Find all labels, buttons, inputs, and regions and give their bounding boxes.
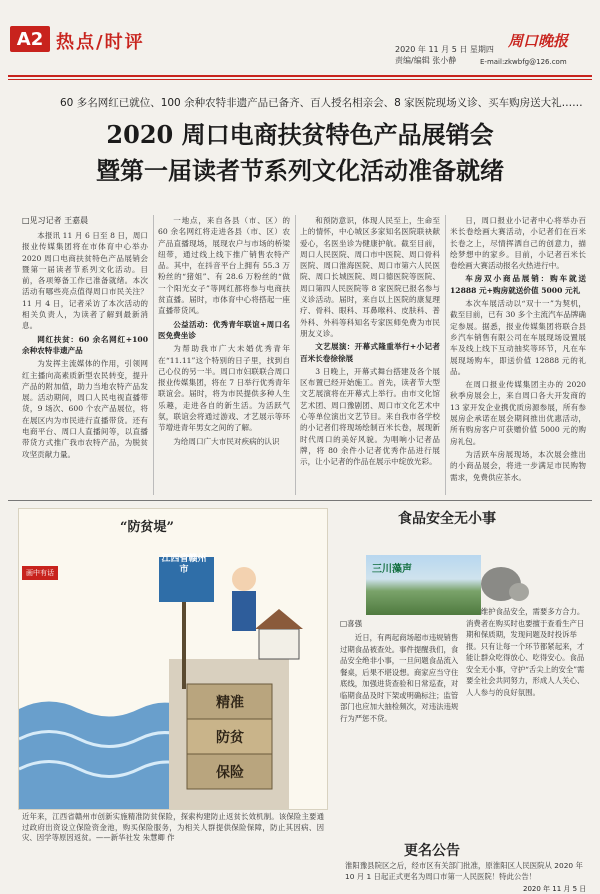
notice-text: 淮阳豫县院区之后，经市区有关部门批准，原淮阳区人民医院从 2020 年 10 月 1 日起正式更名为周口市第一人民医院！特此公告！: [345, 861, 583, 881]
article-paragraph: 3 日晚上，开幕式舞台搭建及各个展区布置已经开始施工。首先，读者节大型文艺展演将在开幕式上举行。由市文化馆艺术团、周口豫剧团、周口市文化艺术中心等单位演出文艺节目。来自我市各学校的小记者们将现场绘制百米长卷，展现新时代周口的美好风貌。为唱响小记者品牌，将 80 余件小记者优秀作品进行展示，让小记者的作品在展示中绽放光彩。: [300, 366, 440, 467]
article-subheading: 网红扶贫：60 余名网红+100 余种农特非遗产品: [22, 334, 148, 355]
column-divider: [295, 215, 296, 495]
headline-line-2: 暨第一届读者节系列文化活动准备就绪: [96, 156, 504, 185]
article-column-3: [300, 215, 440, 496]
stone-label: 防贫: [216, 730, 244, 746]
article-paragraph: 为给周口广大市民对疾病的认识: [173, 436, 280, 446]
article-paragraph: 和预防意识，体现人民至上，生命至上的情怀，中心城区多家知名医院联袂献爱心，名医坐诊为健康护航。截至目前，周口人民医院、周口市中医院、周口骨科医院、周口淮海医院、周口市第六人民医院、周口长城医院、周口德医院等医院、周口第四人民医院等 8 家医院已报名参与义诊活动。届时，来自以上医院的康复理疗、骨科、眼科、耳鼻喉科、皮肤科、普外科、外科等科知名专家医师免费为市民朋友义诊。: [300, 216, 440, 338]
article-paragraph: 为帮助我市广大未婚优秀青年在“11.11”这个特别的日子里，找到自己心仪的另一半。周口市妇联联合周口报业传媒集团，将在 7 日举行优秀青年联谊会。届时，将为市民提供多种人生乐趣，走进各自的新生活。为活跃气氛，联谊会将通过游戏、才艺展示等环节增进青年男女之间的了解。: [158, 344, 290, 433]
main-headline: [30, 117, 570, 189]
article-subheading: 公益活动：优秀青年联谊+周口名医免费坐诊: [158, 319, 290, 340]
contact-email: E-mail:zkwbfg@126.com: [480, 58, 567, 66]
headline-kicker: 60 多名网红已就位、100 余种农特非遗产品已备齐、百人授名相亲会、8 家医院现场义诊、买车购房送大礼……: [60, 97, 583, 109]
column-divider: [153, 215, 154, 495]
cartoon-sign-text: 江西省赣州市: [161, 554, 207, 575]
article-subheading: 文艺展演：开幕式隆重举行+小记者百米长卷徐徐展: [300, 342, 440, 363]
article-column-4: [450, 215, 586, 496]
article-column-2: [158, 215, 290, 496]
stone-label: 精准: [216, 695, 244, 711]
notice-date: 2020 年 11 月 5 日: [523, 885, 587, 893]
header-rule: [8, 75, 592, 77]
header-rule-thin: [8, 79, 592, 80]
newspaper-logo: 周口晚报: [508, 32, 569, 50]
notice-title: 更名公告: [404, 843, 460, 859]
article-paragraph: 在周口报业传媒集团主办的 2020 秋季房展会上，来自周口各大开发商的 13 家开发企业携优质房源参展，所有参展房企承诺在展会期间推出优惠活动，所有购房客户可获赠价值 5000 元的购房礼包。: [450, 380, 586, 446]
cartoon-title: “防贫堤”: [120, 520, 174, 535]
article-subheading: 车房双小商品展销：购车就送 12888 元+购房就送价值 5000 元礼: [450, 274, 586, 295]
cartoon-tag: 画中有话: [22, 566, 58, 580]
commentary-title: 食品安全无小事: [398, 511, 496, 527]
headline-line-1: 2020 周口电商扶贫特色产品展销会: [106, 120, 494, 149]
article-paragraph: 日，周口报业小记者中心将举办百米长卷绘画大赛活动，小记者们在百米长卷之上，尽情挥洒自己的创意力，描绘梦想中的家乡。目前，小记者百米长卷绘画大赛活动报名火热进行中。: [450, 216, 586, 271]
rock-illustration: [479, 560, 531, 604]
article-paragraph: 为发挥主流媒体的作用，引领网红主播向高素质新型农民转变，提升产品的附加值，助力当地农特产品发展。活动期间，周口人民电视直播带货，9 场次、600 个农产品展位，将在展区内为市民进行直播带货。还有电商平台、周口人直播间等，以直播带货方式推广我市农特产品，为脱贫攻坚贡献力量。: [22, 359, 148, 459]
section-divider: [8, 500, 592, 501]
section-title: 热点/时评: [56, 32, 145, 53]
column-name: 三川藻声: [372, 564, 412, 575]
article-paragraph: 本次车展活动以“双十一”为契机，截至目前，已有 30 多个主流汽车品牌确定参展。据悉，报业传媒集团将联合县乡汽车销售有限公司在车展现场设置展车及线上线下互动抽奖等环节，凡在车展现场购车，即送价值 12888 元的礼品。: [450, 299, 586, 376]
article-paragraph: 为活跃车房展现场，本次展会推出的小商品展会，将进一步满足市民购物需求，免费供应茶水。: [450, 449, 586, 482]
cartoon-stone-labels: [190, 686, 270, 791]
issue-date: 2020 年 11 月 5 日 星期四: [395, 45, 494, 54]
page-number-badge: A2: [10, 26, 50, 52]
byline: □见习记者 王嘉晨: [22, 216, 89, 225]
commentary-author: □喜强: [340, 619, 363, 628]
cartoon-caption: 近年来，江西省赣州市创新实施精准防贫保险，探索构建防止返贫长效机制。该保险主要通过政府出资设立保险资金池，购买保险服务，为相关人群提供保险保障，防止其因病、因灾、因学等原因返贫。——新华社发 朱慧卿 作: [22, 812, 324, 842]
article-paragraph: 一地点，来自各县（市、区）的 60 余名网红将走进各县（市、区）农产品直播现场，展现农户与市场的桥梁纽带，通过线上线下推广销售农特产品。其中，在抖音平台上拥有 55.3 万粉丝的“猪姐”、有 28.6 万粉丝的“做一个阳光女子”等网红都将参与电商扶贫直播。届时，市体育中心将搭起一座直播带货风。: [158, 216, 290, 316]
column-divider: [445, 215, 446, 495]
article-column-1: [22, 230, 148, 496]
stone-label: 保险: [216, 765, 244, 781]
editor-line: 责编/编辑 张小静: [395, 56, 457, 65]
commentary-text-right: 维护食品安全，需要多方合力。消费者在购买时也要擅于查看生产日期和保质期，发现问题及时投诉举报。只有让每一个环节都紧起来，才能让群众吃得放心、吃得安心。食品安全无小事，守护“舌尖上的安全”需要全社会共同努力，形成人人关心、人人参与的良好氛围。: [466, 607, 585, 697]
article-paragraph: 本报讯 11 月 6 日至 8 日，周口报业传媒集团将在市体育中心举办 2020 周口电商扶贫特色产品展销会暨第一届读者节系列文化活动。目前，各项筹备工作已准备就绪。本次活动有哪些亮点值得周口市民关注？11 月 4 日，记者采访了本次活动的相关负责人，为读者了解到最新消息。: [22, 231, 148, 331]
commentary-text-left: 近日，有两起商场超市违规销售过期食品被查处。事件提醒我们，食品安全绝非小事，一旦问题食品流入餐桌，后果不堪设想。商家应当守住底线，加强进货查验和日常巡查，对临期食品及时下架或明确标注；监管部门也应加大抽检频次，对违法违规行为严惩不贷。: [340, 633, 459, 723]
